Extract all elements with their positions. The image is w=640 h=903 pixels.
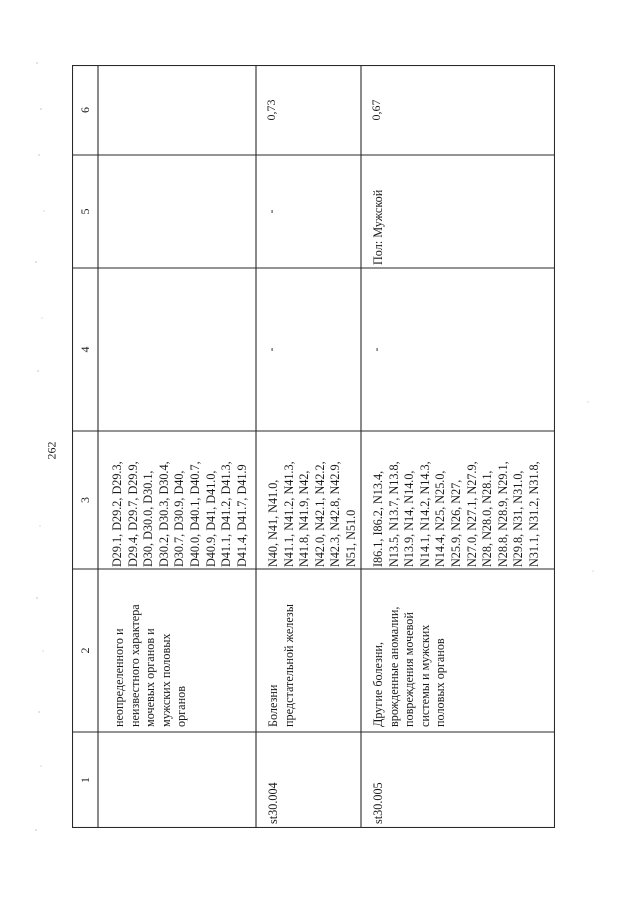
header-col-1-text: 1 <box>78 777 92 783</box>
classification-table <box>72 65 555 828</box>
row-2-col5 <box>256 155 361 268</box>
row-2-name-text: Болезни предстательной железы <box>266 604 296 727</box>
row-2-coefficient <box>256 65 361 155</box>
page-number-text: 262 <box>44 441 59 459</box>
header-col-2 <box>72 569 98 732</box>
row-3-code <box>361 732 555 828</box>
row-1-name <box>98 569 256 732</box>
header-col-2-text: 2 <box>78 647 92 654</box>
row-3-code-text: st30.005 <box>371 782 385 824</box>
row-3-col4-text: - <box>369 347 383 352</box>
row-3-coefficient-text: 0,67 <box>369 99 383 121</box>
row-2-name <box>256 569 361 732</box>
row-2-coefficient-text: 0,73 <box>264 99 278 121</box>
row-2-mkb-codes <box>256 431 361 569</box>
row-3-mkb-codes <box>361 431 555 569</box>
row-3-col4 <box>361 268 555 431</box>
header-col-3 <box>72 431 98 569</box>
row-3-name-text: Другие болезни, врожденные аномалии, повреждения мочевой системы и мужских половых органов <box>371 606 448 727</box>
header-col-5 <box>72 155 98 268</box>
row-2-col4 <box>256 268 361 431</box>
row-2-col5-text: - <box>264 209 278 214</box>
row-3-col5 <box>361 155 555 268</box>
row-3-col5-text: Пол: Мужской <box>371 189 385 265</box>
row-3-coefficient <box>361 65 555 155</box>
row-1-mkb-codes-text: D29.1, D29.2, D29.3, D29.4, D29.7, D29.9, D30, D30.0, D30.1, D30.2, D30.3, D30.4, D30.7, D30.9, D40, D40.0, D40.1, D40.7, D40.9, D41, D41.0, D41.1, D41.2, D41.3, D41.4, D41.7, D41.9 <box>110 461 249 567</box>
row-2-mkb-codes-text: N40, N41, N41.0, N41.1, N41.2, N41.3, N41.8, N41.9, N42, N42.0, N42.1, N42.2, N42.3, N42.8, N42.9, N51, N51.0 <box>266 461 358 567</box>
row-1-mkb-codes <box>98 431 256 569</box>
header-col-1 <box>72 732 98 828</box>
row-3-mkb-codes-text: I86.1, I86.2, N13.4, N13.5, N13.7, N13.8, N13.9, N14, N14.0, N14.1, N14.2, N14.3, N14.4, N25, N25.0, N25.9, N26, N27, N27.0, N27.1, N27.9, N28, N28.0, N28.1, N28.8, N28.9, N29.1, N29.8, N31, N31.0, N31.1, N31.2, N31.8, <box>371 461 541 567</box>
header-col-3-text: 3 <box>78 497 92 503</box>
row-2-col4-text: - <box>264 347 278 352</box>
header-col-6 <box>72 65 98 155</box>
row-2-code <box>256 732 361 828</box>
header-col-4 <box>72 268 98 431</box>
row-1-name-text: неопределенного и неизвестного характера мочевых органов и мужских половых органов <box>112 604 189 727</box>
header-col-4-text: 4 <box>78 346 92 353</box>
header-col-5-text: 5 <box>78 208 92 215</box>
page-number <box>42 438 62 462</box>
row-3-name <box>361 569 555 732</box>
header-col-6-text: 6 <box>78 107 92 113</box>
row-2-code-text: st30.004 <box>266 782 280 824</box>
